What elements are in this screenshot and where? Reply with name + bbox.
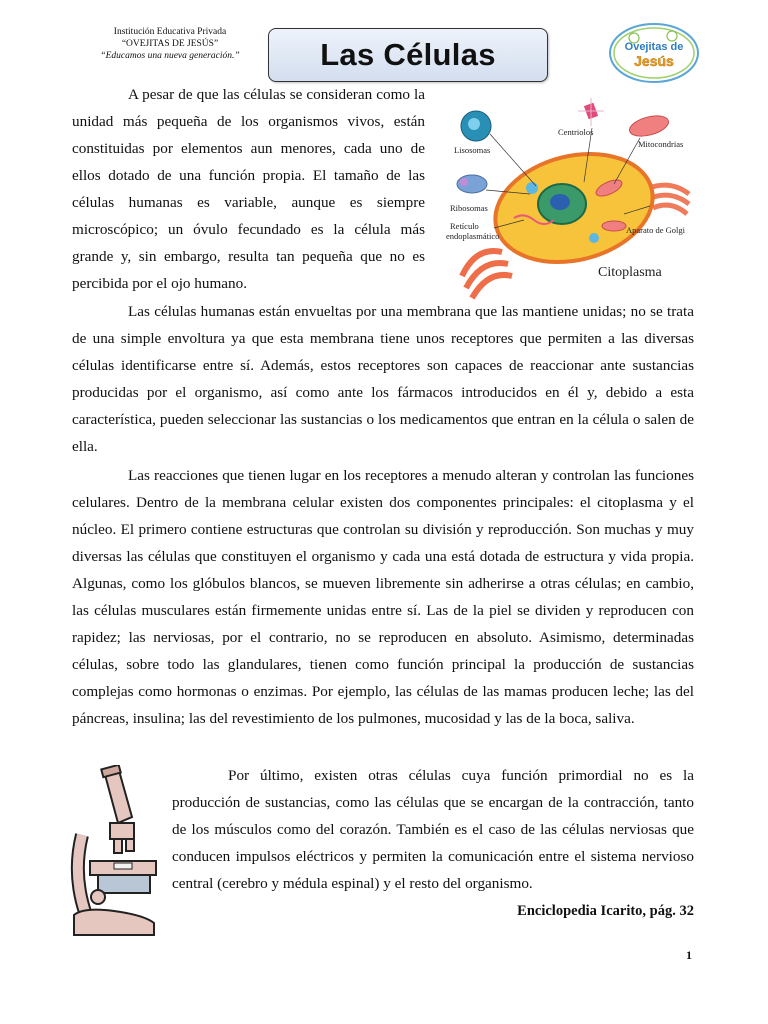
paragraph-2 xyxy=(72,298,694,460)
paragraph-4 xyxy=(172,762,694,897)
page-number: 1 xyxy=(686,948,692,962)
page-title: Las Células xyxy=(320,37,496,72)
paragraph-3-text: Las reacciones que tienen lugar en los receptores a menudo alteran y controlan las funciones celulares. Dentro de la membrana celular existen dos componentes principales: el citoplasma y el núcleo. El primero contiene estructuras que controlan su división y reproducción. Son muchas y muy diversas las células que constituyen el organismo y cada una está dotada de estructura y vida propia. Algunas, como los glóbulos blancos, se mueven libremente sin adherirse a otras células; en cambio, las células musculares están firmemente unidas entre sí. Las de la piel se dividen y reproducen con rapidez; las nerviosas, por el contrario, no se reproducen en absoluto. Asimismo, determinadas células, sobre todo las glandulares, tienen como función principal la producción de sustancias complejas como hormonas o enzimas. Por ejemplo, las células de las mamas producen leche; las del páncreas, insulina; las del revestimiento de los pulmones, mucosidad y las de la boca, saliva. xyxy=(72,467,694,727)
school-name: Institución Educativa Privada xyxy=(113,27,227,37)
school-motto: “Educamos una nueva generación.” xyxy=(100,51,240,61)
paragraph-1 xyxy=(72,81,425,297)
source-citation: Enciclopedia Icarito, pág. 32 xyxy=(517,903,694,919)
paragraph-3 xyxy=(72,462,694,732)
label-mitocondrias: Mitocondrias xyxy=(638,139,684,149)
paragraph-1-text: A pesar de que las células se consideran como la unidad más pequeña de los organismos vivos, están constituidas por elementos aun menores, cada uno de ellos dotado de una función propia. El tamaño de las células humanas es variable, aunque es siempre microscópico; un óvulo fecundado es la célula más grande y, sin embargo, resulta tan pequeña que no es percibida por el ojo humano. xyxy=(72,86,425,292)
label-reticulo: Retículo xyxy=(450,221,479,231)
school-logo xyxy=(608,22,700,84)
logo-text-top: Ovejitas de xyxy=(624,41,684,53)
label-lisosomas: Lisosomas xyxy=(454,145,491,155)
label-golgi: Aparato de Golgi xyxy=(626,225,686,235)
microscope-illustration xyxy=(68,765,168,945)
school-subname: “OVEJITAS DE JESÚS” xyxy=(121,39,219,49)
paragraph-2-text: Las células humanas están envueltas por una membrana que las mantiene unidas; no se trata de una simple envoltura ya que esta membrana tiene unos receptores que permiten a las diversas células identificarse entre sí. Además, estos receptores son capaces de reaccionar ante sustancias producidas por el organismo, así como ante los fármacos introducidos en él y, debido a esta característica, pueden seleccionar las sustancias o los medicamentos que entran en la célula o salen de ella. xyxy=(72,303,694,455)
label-ribosomas: Ribosomas xyxy=(450,203,488,213)
logo-text-bottom: Jesús xyxy=(634,53,674,69)
label-citoplasma: Citoplasma xyxy=(598,265,662,280)
label-centriolos: Centriolos xyxy=(558,127,594,137)
title-box xyxy=(268,28,548,82)
cell-diagram xyxy=(444,98,700,306)
paragraph-4-text: Por último, existen otras células cuya función primordial no es la producción de sustancias, como las células que se encargan de la contracción, tanto de los músculos como del corazón. También es el caso de las células nerviosas que conducen impulsos eléctricos y permiten la comunicación entre el sistema nervioso central (cerebro y médula espinal) y el resto del organismo. xyxy=(172,767,694,892)
school-header xyxy=(70,26,270,62)
label-endoplasmatico: endoplasmático xyxy=(446,231,500,241)
